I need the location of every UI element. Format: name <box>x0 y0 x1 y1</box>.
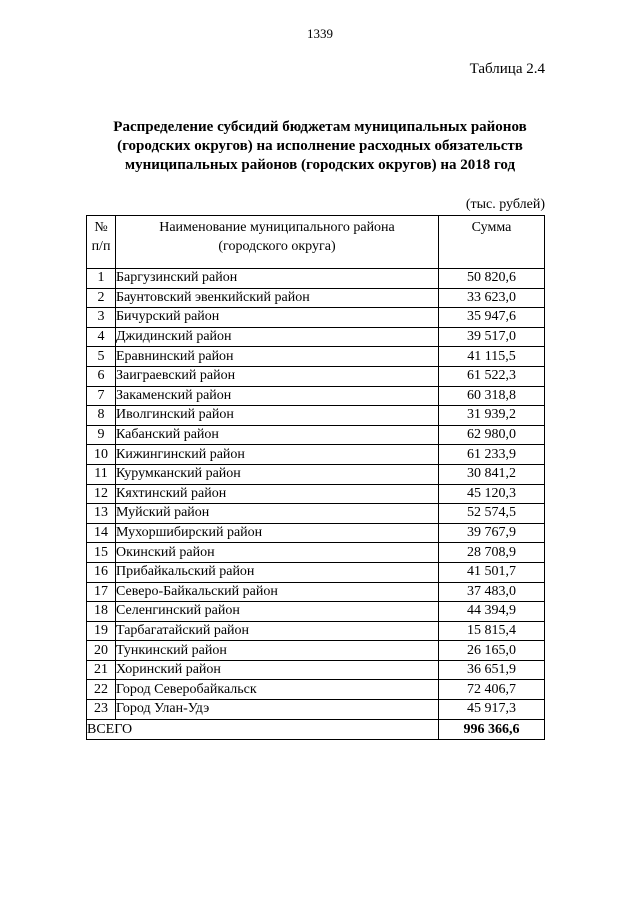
row-sum: 41 501,7 <box>439 562 545 582</box>
row-number: 4 <box>87 327 116 347</box>
table-row <box>87 269 545 289</box>
table-row <box>87 680 545 700</box>
row-name: Город Улан-Удэ <box>116 700 439 720</box>
row-sum: 37 483,0 <box>439 582 545 602</box>
row-name: Кижингинский район <box>116 445 439 465</box>
units-note: (тыс. рублей) <box>465 197 545 212</box>
row-name: Мухоршибирский район <box>116 523 439 543</box>
table-row <box>87 562 545 582</box>
row-number: 20 <box>87 641 116 661</box>
row-sum: 39 517,0 <box>439 327 545 347</box>
row-sum: 33 623,0 <box>439 288 545 308</box>
row-sum: 30 841,2 <box>439 464 545 484</box>
row-sum: 31 939,2 <box>439 406 545 426</box>
row-name: Муйский район <box>116 504 439 524</box>
header-number <box>87 216 116 269</box>
title-line: Распределение субсидий бюджетам муниципальных районов <box>113 119 527 135</box>
title-line: муниципальных районов (городских округов) на 2018 год <box>124 157 516 173</box>
row-name: Хоринский район <box>116 660 439 680</box>
row-sum: 35 947,6 <box>439 308 545 328</box>
row-number: 16 <box>87 562 116 582</box>
row-name: Джидинский район <box>116 327 439 347</box>
table-header-row <box>87 216 545 269</box>
row-name: Окинский район <box>116 543 439 563</box>
row-sum: 62 980,0 <box>439 425 545 445</box>
table-row <box>87 621 545 641</box>
table-row <box>87 602 545 622</box>
row-number: 15 <box>87 543 116 563</box>
row-sum: 61 233,9 <box>439 445 545 465</box>
row-name: Иволгинский район <box>116 406 439 426</box>
table-row <box>87 347 545 367</box>
row-name: Кяхтинский район <box>116 484 439 504</box>
table-row <box>87 660 545 680</box>
table-row <box>87 582 545 602</box>
header-number-line2: п/п <box>91 239 111 254</box>
row-name: Город Северобайкальск <box>116 680 439 700</box>
row-name: Тарбагатайский район <box>116 621 439 641</box>
table-row <box>87 700 545 720</box>
table-row <box>87 308 545 328</box>
row-number: 6 <box>87 366 116 386</box>
row-number: 2 <box>87 288 116 308</box>
row-name: Заиграевский район <box>116 366 439 386</box>
row-sum: 36 651,9 <box>439 660 545 680</box>
row-number: 12 <box>87 484 116 504</box>
row-sum: 26 165,0 <box>439 641 545 661</box>
total-label: ВСЕГО <box>87 719 439 739</box>
header-name-line1: Наименование муниципального района <box>159 220 395 235</box>
header-sum: Сумма <box>439 216 545 269</box>
row-number: 21 <box>87 660 116 680</box>
table-row <box>87 504 545 524</box>
row-sum: 50 820,6 <box>439 269 545 289</box>
row-number: 18 <box>87 602 116 622</box>
row-number: 5 <box>87 347 116 367</box>
row-name: Тункинский район <box>116 641 439 661</box>
row-name: Закаменский район <box>116 386 439 406</box>
row-sum: 15 815,4 <box>439 621 545 641</box>
row-name: Северо-Байкальский район <box>116 582 439 602</box>
table-row <box>87 641 545 661</box>
row-name: Селенгинский район <box>116 602 439 622</box>
row-sum: 41 115,5 <box>439 347 545 367</box>
row-name: Баунтовский эвенкийский район <box>116 288 439 308</box>
row-number: 19 <box>87 621 116 641</box>
total-sum: 996 366,6 <box>439 719 545 739</box>
row-name: Еравнинский район <box>116 347 439 367</box>
row-sum: 52 574,5 <box>439 504 545 524</box>
row-number: 1 <box>87 269 116 289</box>
row-number: 22 <box>87 680 116 700</box>
table-row <box>87 464 545 484</box>
row-number: 7 <box>87 386 116 406</box>
row-sum: 72 406,7 <box>439 680 545 700</box>
page-number: 1339 <box>307 26 333 41</box>
table-row <box>87 406 545 426</box>
table-row <box>87 386 545 406</box>
subsidy-table <box>86 215 545 740</box>
row-name: Кабанский район <box>116 425 439 445</box>
header-name <box>116 216 439 269</box>
row-name: Баргузинский район <box>116 269 439 289</box>
row-sum: 28 708,9 <box>439 543 545 563</box>
row-number: 17 <box>87 582 116 602</box>
row-sum: 44 394,9 <box>439 602 545 622</box>
row-name: Прибайкальский район <box>116 562 439 582</box>
row-sum: 45 120,3 <box>439 484 545 504</box>
header-number-line1: № <box>94 220 108 235</box>
row-sum: 60 318,8 <box>439 386 545 406</box>
row-number: 11 <box>87 464 116 484</box>
row-number: 10 <box>87 445 116 465</box>
table-row <box>87 366 545 386</box>
table-row <box>87 445 545 465</box>
table-row <box>87 543 545 563</box>
table-row <box>87 425 545 445</box>
row-name: Курумканский район <box>116 464 439 484</box>
total-row <box>87 719 545 739</box>
row-number: 23 <box>87 700 116 720</box>
table-row <box>87 523 545 543</box>
title-line: (городских округов) на исполнение расходных обязательств <box>117 138 523 154</box>
row-number: 9 <box>87 425 116 445</box>
row-sum: 39 767,9 <box>439 523 545 543</box>
table-row <box>87 288 545 308</box>
document-title <box>60 118 580 175</box>
row-number: 3 <box>87 308 116 328</box>
header-name-line2: (городского округа) <box>218 239 336 254</box>
row-name: Бичурский район <box>116 308 439 328</box>
row-number: 8 <box>87 406 116 426</box>
row-sum: 61 522,3 <box>439 366 545 386</box>
table-body <box>87 269 545 720</box>
row-sum: 45 917,3 <box>439 700 545 720</box>
row-number: 13 <box>87 504 116 524</box>
table-label: Таблица 2.4 <box>469 61 545 77</box>
table-row <box>87 327 545 347</box>
table-row <box>87 484 545 504</box>
row-number: 14 <box>87 523 116 543</box>
